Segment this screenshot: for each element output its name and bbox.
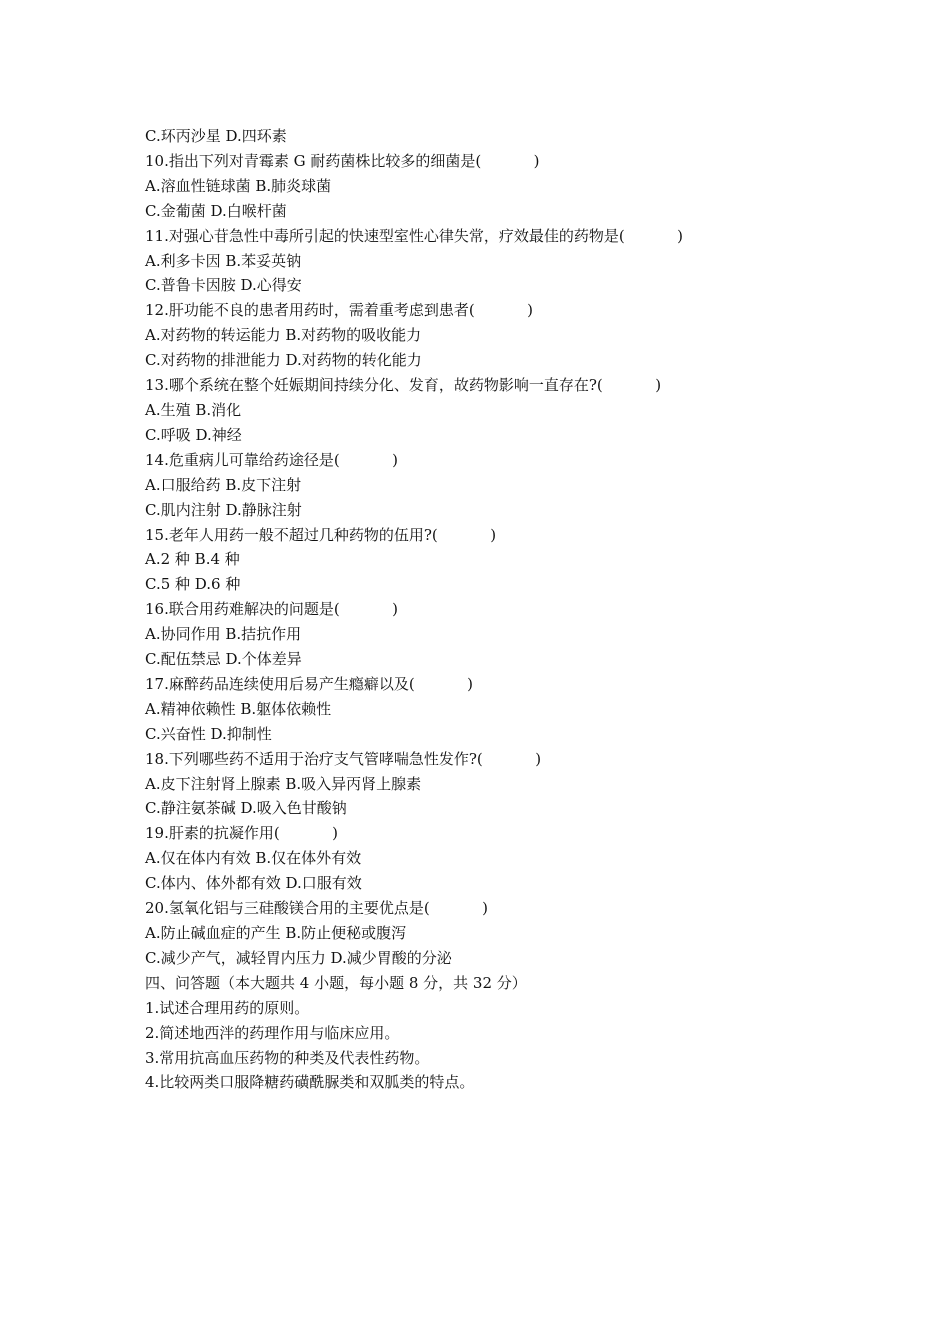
- option-line-q17-ab: A.精神依赖性 B.躯体依赖性: [145, 699, 332, 718]
- option-line-q10-ab: A.溶血性链球菌 B.肺炎球菌: [145, 176, 332, 195]
- option-line-q12-cd: C.对药物的排泄能力 D.对药物的转化能力: [145, 351, 422, 370]
- question-18: 18.下列哪些药不适用于治疗支气管哮喘急性发作?( ): [145, 749, 542, 768]
- option-line-q9-cd: C.环丙沙星 D.四环素: [145, 127, 287, 145]
- option-line-q18-ab: A.皮下注射肾上腺素 B.吸入异丙肾上腺素: [145, 774, 422, 793]
- short-answer-question-3: 3.常用抗高血压药物的种类及代表性药物。: [145, 1048, 430, 1067]
- option-line-q12-ab: A.对药物的转运能力 B.对药物的吸收能力: [145, 326, 422, 345]
- question-11: 11.对强心苷急性中毒所引起的快速型室性心律失常，疗效最佳的药物是( ): [145, 226, 684, 245]
- option-line-q17-cd: C.兴奋性 D.抑制性: [145, 724, 272, 743]
- question-13: 13.哪个系统在整个妊娠期间持续分化、发育，故药物影响一直存在?( ): [145, 376, 662, 395]
- option-line-q19-ab: A.仅在体内有效 B.仅在体外有效: [145, 849, 362, 868]
- option-line-q14-ab: A.口服给药 B.皮下注射: [145, 475, 302, 494]
- option-line-q15-cd: C.5 种 D.6 种: [145, 575, 241, 594]
- option-line-q11-cd: C.普鲁卡因胺 D.心得安: [145, 276, 302, 295]
- short-answer-question-2: 2.简述地西泮的药理作用与临床应用。: [145, 1023, 400, 1042]
- option-line-q10-cd: C.金葡菌 D.白喉杆菌: [145, 201, 287, 220]
- short-answer-question-1: 1.试述合理用药的原则。: [145, 998, 310, 1017]
- option-line-q14-cd: C.肌内注射 D.静脉注射: [145, 500, 302, 519]
- section-heading-short-answer: 四、问答题（本大题共 4 小题，每小题 8 分，共 32 分）: [145, 973, 527, 992]
- question-19: 19.肝素的抗凝作用( ): [145, 824, 339, 843]
- option-line-q19-cd: C.体内、体外都有效 D.口服有效: [145, 874, 362, 893]
- option-line-q13-ab: A.生殖 B.消化: [145, 400, 242, 419]
- question-16: 16.联合用药难解决的问题是( ): [145, 600, 399, 619]
- question-15: 15.老年人用药一般不超过几种药物的伍用?( ): [145, 525, 497, 544]
- option-line-q11-ab: A.利多卡因 B.苯妥英钠: [145, 251, 302, 270]
- option-line-q16-ab: A.协同作用 B.拮抗作用: [145, 625, 302, 644]
- document-body: [145, 124, 825, 1095]
- option-line-q18-cd: C.静注氨茶碱 D.吸入色甘酸钠: [145, 799, 347, 818]
- option-line-q15-ab: A.2 种 B.4 种: [145, 550, 240, 569]
- question-20: 20.氢氧化铝与三硅酸镁合用的主要优点是( ): [145, 899, 489, 918]
- option-line-q20-cd: C.减少产气，减轻胃内压力 D.减少胃酸的分泌: [145, 948, 452, 967]
- question-10: 10.指出下列对青霉素 G 耐药菌株比较多的细菌是( ): [145, 151, 540, 170]
- question-12: 12.肝功能不良的患者用药时，需着重考虑到患者( ): [145, 301, 534, 320]
- short-answer-question-4: 4.比较两类口服降糖药磺酰脲类和双胍类的特点。: [145, 1073, 475, 1092]
- option-line-q13-cd: C.呼吸 D.神经: [145, 425, 242, 444]
- question-17: 17.麻醉药品连续使用后易产生瘾癖以及( ): [145, 674, 474, 693]
- option-line-q20-ab: A.防止碱血症的产生 B.防止便秘或腹泻: [145, 924, 407, 942]
- option-line-q16-cd: C.配伍禁忌 D.个体差异: [145, 650, 302, 669]
- question-14: 14.危重病儿可靠给药途径是( ): [145, 450, 399, 469]
